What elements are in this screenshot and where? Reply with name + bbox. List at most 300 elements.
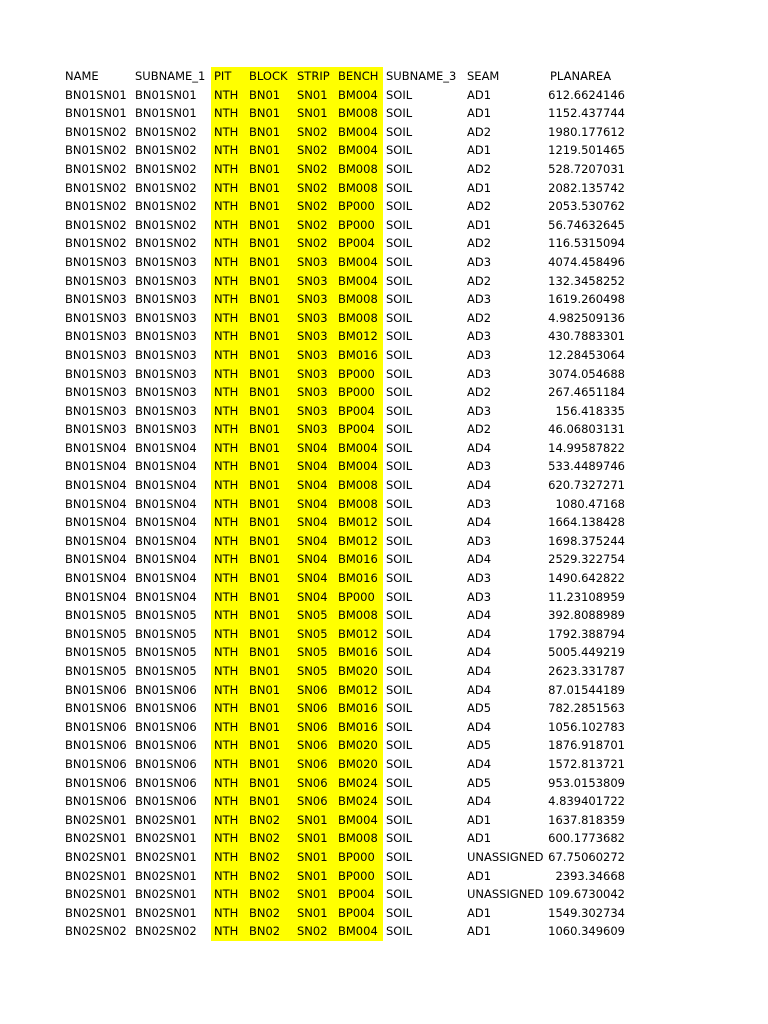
cell-planarea[interactable]: 4074.458496 <box>548 254 625 269</box>
cell-subname-3[interactable]: SOIL <box>386 310 413 325</box>
cell-pit[interactable]: NTH <box>211 272 246 291</box>
cell-strip[interactable]: SN06 <box>294 792 335 811</box>
cell-name[interactable]: BN01SN05 <box>65 664 127 678</box>
cell-planarea[interactable]: 953.0153809 <box>548 775 625 790</box>
cell-subname-1[interactable]: BN01SN06 <box>135 738 197 753</box>
cell-planarea[interactable]: 620.7327271 <box>548 478 625 493</box>
cell-pit[interactable]: NTH <box>211 625 246 644</box>
cell-name[interactable]: BN01SN06 <box>65 738 127 753</box>
cell-pit[interactable]: NTH <box>211 457 246 476</box>
column-header-name[interactable]: NAME <box>65 69 99 83</box>
column-header-bench[interactable]: BENCH <box>335 67 383 86</box>
cell-strip[interactable]: SN02 <box>294 197 335 216</box>
cell-pit[interactable]: NTH <box>211 402 246 421</box>
cell-seam[interactable]: AD3 <box>467 589 492 604</box>
column-header-strip[interactable]: STRIP <box>294 67 335 86</box>
column-header-block[interactable]: BLOCK <box>246 67 294 86</box>
cell-subname-3[interactable]: SOIL <box>386 385 413 400</box>
cell-block[interactable]: BN01 <box>246 792 294 811</box>
cell-planarea[interactable]: 1152.437744 <box>548 106 625 121</box>
cell-subname-1[interactable]: BN01SN05 <box>135 626 197 641</box>
cell-name[interactable]: BN01SN03 <box>65 310 127 325</box>
cell-pit[interactable]: NTH <box>211 885 246 904</box>
cell-planarea[interactable]: 612.6624146 <box>548 87 625 102</box>
cell-name[interactable]: BN01SN04 <box>65 478 127 493</box>
cell-subname-1[interactable]: BN01SN03 <box>135 254 197 269</box>
cell-block[interactable]: BN01 <box>246 718 294 737</box>
cell-pit[interactable]: NTH <box>211 606 246 625</box>
cell-subname-1[interactable]: BN02SN01 <box>135 812 197 827</box>
cell-name[interactable]: BN01SN05 <box>65 626 127 641</box>
cell-name[interactable]: BN01SN04 <box>65 571 127 586</box>
cell-subname-3[interactable]: SOIL <box>386 199 413 214</box>
cell-name[interactable]: BN01SN06 <box>65 794 127 809</box>
cell-pit[interactable]: NTH <box>211 848 246 867</box>
cell-strip[interactable]: SN02 <box>294 922 335 941</box>
cell-bench[interactable]: BM004 <box>335 922 383 941</box>
cell-block[interactable]: BN01 <box>246 550 294 569</box>
cell-strip[interactable]: SN01 <box>294 848 335 867</box>
cell-subname-3[interactable]: SOIL <box>386 552 413 567</box>
cell-subname-1[interactable]: BN01SN03 <box>135 422 197 437</box>
cell-strip[interactable]: SN01 <box>294 904 335 923</box>
cell-block[interactable]: BN01 <box>246 736 294 755</box>
cell-subname-3[interactable]: SOIL <box>386 254 413 269</box>
cell-planarea[interactable]: 1572.813721 <box>548 756 625 771</box>
cell-subname-3[interactable]: SOIL <box>386 645 413 660</box>
cell-pit[interactable]: NTH <box>211 718 246 737</box>
cell-planarea[interactable]: 1637.818359 <box>548 812 625 827</box>
cell-seam[interactable]: AD4 <box>467 682 492 697</box>
cell-pit[interactable]: NTH <box>211 550 246 569</box>
cell-block[interactable]: BN01 <box>246 774 294 793</box>
cell-block[interactable]: BN01 <box>246 588 294 607</box>
cell-bench[interactable]: BM008 <box>335 179 383 198</box>
cell-block[interactable]: BN02 <box>246 904 294 923</box>
cell-block[interactable]: BN01 <box>246 476 294 495</box>
cell-bench[interactable]: BM004 <box>335 439 383 458</box>
cell-seam[interactable]: AD4 <box>467 440 492 455</box>
cell-pit[interactable]: NTH <box>211 439 246 458</box>
cell-subname-1[interactable]: BN01SN04 <box>135 496 197 511</box>
cell-planarea[interactable]: 1619.260498 <box>548 292 625 307</box>
cell-name[interactable]: BN01SN02 <box>65 124 127 139</box>
cell-planarea[interactable]: 267.4651184 <box>548 385 625 400</box>
cell-subname-1[interactable]: BN01SN06 <box>135 794 197 809</box>
cell-bench[interactable]: BP000 <box>335 216 383 235</box>
cell-bench[interactable]: BP000 <box>335 588 383 607</box>
cell-name[interactable]: BN02SN01 <box>65 831 127 846</box>
cell-subname-3[interactable]: SOIL <box>386 794 413 809</box>
cell-bench[interactable]: BM008 <box>335 309 383 328</box>
cell-subname-3[interactable]: SOIL <box>386 608 413 623</box>
cell-seam[interactable]: AD1 <box>467 87 492 102</box>
cell-block[interactable]: BN01 <box>246 160 294 179</box>
cell-planarea[interactable]: 1060.349609 <box>548 924 625 939</box>
cell-pit[interactable]: NTH <box>211 643 246 662</box>
cell-bench[interactable]: BM016 <box>335 643 383 662</box>
cell-name[interactable]: BN01SN03 <box>65 422 127 437</box>
cell-subname-1[interactable]: BN01SN05 <box>135 608 197 623</box>
cell-planarea[interactable]: 4.839401722 <box>548 794 625 809</box>
cell-bench[interactable]: BM012 <box>335 532 383 551</box>
cell-strip[interactable]: SN02 <box>294 160 335 179</box>
cell-planarea[interactable]: 156.418335 <box>555 403 625 418</box>
cell-subname-1[interactable]: BN01SN06 <box>135 682 197 697</box>
cell-pit[interactable]: NTH <box>211 253 246 272</box>
cell-subname-3[interactable]: SOIL <box>386 589 413 604</box>
cell-strip[interactable]: SN02 <box>294 141 335 160</box>
cell-strip[interactable]: SN03 <box>294 346 335 365</box>
cell-planarea[interactable]: 1080.47168 <box>555 496 625 511</box>
cell-planarea[interactable]: 2623.331787 <box>548 664 625 678</box>
cell-bench[interactable]: BM012 <box>335 513 383 532</box>
cell-seam[interactable]: AD3 <box>467 329 492 344</box>
cell-name[interactable]: BN02SN01 <box>65 812 127 827</box>
cell-pit[interactable]: NTH <box>211 327 246 346</box>
cell-block[interactable]: BN01 <box>246 179 294 198</box>
cell-subname-3[interactable]: SOIL <box>386 347 413 362</box>
cell-seam[interactable]: AD4 <box>467 552 492 567</box>
cell-seam[interactable]: UNASSIGNED <box>467 887 544 902</box>
cell-seam[interactable]: AD2 <box>467 236 492 251</box>
cell-pit[interactable]: NTH <box>211 86 246 105</box>
cell-bench[interactable]: BM008 <box>335 160 383 179</box>
cell-block[interactable]: BN01 <box>246 699 294 718</box>
cell-pit[interactable]: NTH <box>211 922 246 941</box>
cell-strip[interactable]: SN02 <box>294 123 335 142</box>
column-header-planarea[interactable]: PLANAREA <box>550 69 612 83</box>
cell-name[interactable]: BN01SN02 <box>65 236 127 251</box>
cell-planarea[interactable]: 2053.530762 <box>548 199 625 214</box>
cell-subname-1[interactable]: BN01SN04 <box>135 571 197 586</box>
cell-pit[interactable]: NTH <box>211 123 246 142</box>
cell-planarea[interactable]: 67.75060272 <box>548 849 625 864</box>
cell-bench[interactable]: BM016 <box>335 346 383 365</box>
cell-bench[interactable]: BM004 <box>335 457 383 476</box>
cell-strip[interactable]: SN03 <box>294 327 335 346</box>
cell-subname-3[interactable]: SOIL <box>386 496 413 511</box>
cell-planarea[interactable]: 600.1773682 <box>548 831 625 846</box>
cell-pit[interactable]: NTH <box>211 569 246 588</box>
cell-block[interactable]: BN01 <box>246 420 294 439</box>
cell-seam[interactable]: AD5 <box>467 775 492 790</box>
cell-subname-3[interactable]: SOIL <box>386 143 413 158</box>
cell-subname-1[interactable]: BN01SN06 <box>135 701 197 716</box>
cell-subname-1[interactable]: BN02SN02 <box>135 924 197 939</box>
cell-name[interactable]: BN01SN06 <box>65 682 127 697</box>
cell-strip[interactable]: SN03 <box>294 365 335 384</box>
cell-subname-1[interactable]: BN01SN02 <box>135 180 197 195</box>
cell-subname-1[interactable]: BN01SN02 <box>135 236 197 251</box>
cell-block[interactable]: BN01 <box>246 290 294 309</box>
cell-bench[interactable]: BM016 <box>335 550 383 569</box>
cell-block[interactable]: BN01 <box>246 197 294 216</box>
cell-planarea[interactable]: 116.5315094 <box>548 236 625 251</box>
cell-pit[interactable]: NTH <box>211 141 246 160</box>
cell-pit[interactable]: NTH <box>211 104 246 123</box>
cell-seam[interactable]: AD3 <box>467 254 492 269</box>
cell-block[interactable]: BN01 <box>246 439 294 458</box>
cell-bench[interactable]: BP000 <box>335 365 383 384</box>
cell-subname-3[interactable]: SOIL <box>386 180 413 195</box>
cell-seam[interactable]: AD1 <box>467 106 492 121</box>
cell-strip[interactable]: SN01 <box>294 867 335 886</box>
cell-bench[interactable]: BP004 <box>335 234 383 253</box>
cell-seam[interactable]: AD3 <box>467 459 492 474</box>
cell-planarea[interactable]: 5005.449219 <box>548 645 625 660</box>
cell-seam[interactable]: AD3 <box>467 292 492 307</box>
cell-subname-3[interactable]: SOIL <box>386 756 413 771</box>
cell-strip[interactable]: SN03 <box>294 402 335 421</box>
cell-pit[interactable]: NTH <box>211 904 246 923</box>
cell-block[interactable]: BN01 <box>246 662 294 681</box>
cell-bench[interactable]: BM008 <box>335 829 383 848</box>
cell-subname-1[interactable]: BN01SN04 <box>135 515 197 530</box>
cell-planarea[interactable]: 1664.138428 <box>548 515 625 530</box>
cell-seam[interactable]: AD2 <box>467 273 492 288</box>
cell-planarea[interactable]: 392.8088989 <box>548 608 625 623</box>
cell-name[interactable]: BN01SN03 <box>65 254 127 269</box>
cell-subname-1[interactable]: BN01SN03 <box>135 292 197 307</box>
cell-planarea[interactable]: 87.01544189 <box>548 682 625 697</box>
cell-pit[interactable]: NTH <box>211 309 246 328</box>
cell-name[interactable]: BN01SN05 <box>65 608 127 623</box>
column-header-subname-1[interactable]: SUBNAME_1 <box>135 69 206 83</box>
cell-name[interactable]: BN01SN05 <box>65 645 127 660</box>
cell-strip[interactable]: SN06 <box>294 774 335 793</box>
cell-subname-1[interactable]: BN01SN04 <box>135 552 197 567</box>
cell-seam[interactable]: AD3 <box>467 403 492 418</box>
cell-strip[interactable]: SN04 <box>294 439 335 458</box>
cell-seam[interactable]: AD4 <box>467 608 492 623</box>
cell-seam[interactable]: UNASSIGNED <box>467 849 544 864</box>
cell-subname-3[interactable]: SOIL <box>386 403 413 418</box>
cell-pit[interactable]: NTH <box>211 290 246 309</box>
cell-strip[interactable]: SN04 <box>294 569 335 588</box>
cell-seam[interactable]: AD4 <box>467 515 492 530</box>
cell-planarea[interactable]: 11.23108959 <box>548 589 625 604</box>
cell-strip[interactable]: SN03 <box>294 309 335 328</box>
cell-strip[interactable]: SN02 <box>294 234 335 253</box>
cell-planarea[interactable]: 56.74632645 <box>548 217 625 232</box>
cell-bench[interactable]: BM016 <box>335 718 383 737</box>
cell-subname-3[interactable]: SOIL <box>386 106 413 121</box>
cell-planarea[interactable]: 1876.918701 <box>548 738 625 753</box>
cell-planarea[interactable]: 12.28453064 <box>548 347 625 362</box>
cell-strip[interactable]: SN03 <box>294 420 335 439</box>
cell-subname-1[interactable]: BN01SN04 <box>135 478 197 493</box>
cell-name[interactable]: BN01SN01 <box>65 106 127 121</box>
cell-subname-3[interactable]: SOIL <box>386 478 413 493</box>
cell-subname-3[interactable]: SOIL <box>386 161 413 176</box>
cell-planarea[interactable]: 782.2851563 <box>548 701 625 716</box>
cell-subname-3[interactable]: SOIL <box>386 366 413 381</box>
cell-name[interactable]: BN02SN01 <box>65 887 127 902</box>
cell-name[interactable]: BN01SN04 <box>65 589 127 604</box>
cell-pit[interactable]: NTH <box>211 197 246 216</box>
cell-subname-3[interactable]: SOIL <box>386 831 413 846</box>
cell-name[interactable]: BN01SN03 <box>65 347 127 362</box>
cell-subname-1[interactable]: BN01SN02 <box>135 124 197 139</box>
cell-block[interactable]: BN01 <box>246 569 294 588</box>
cell-subname-1[interactable]: BN02SN01 <box>135 905 197 920</box>
cell-seam[interactable]: AD1 <box>467 831 492 846</box>
cell-block[interactable]: BN01 <box>246 346 294 365</box>
cell-pit[interactable]: NTH <box>211 588 246 607</box>
cell-pit[interactable]: NTH <box>211 755 246 774</box>
cell-seam[interactable]: AD1 <box>467 924 492 939</box>
cell-subname-1[interactable]: BN01SN06 <box>135 756 197 771</box>
cell-seam[interactable]: AD2 <box>467 199 492 214</box>
cell-bench[interactable]: BP000 <box>335 867 383 886</box>
cell-planarea[interactable]: 1980.177612 <box>548 124 625 139</box>
cell-subname-1[interactable]: BN01SN06 <box>135 775 197 790</box>
cell-block[interactable]: BN01 <box>246 606 294 625</box>
cell-strip[interactable]: SN04 <box>294 550 335 569</box>
cell-subname-1[interactable]: BN02SN01 <box>135 831 197 846</box>
cell-strip[interactable]: SN04 <box>294 495 335 514</box>
cell-seam[interactable]: AD4 <box>467 645 492 660</box>
cell-bench[interactable]: BM012 <box>335 327 383 346</box>
cell-pit[interactable]: NTH <box>211 532 246 551</box>
cell-subname-3[interactable]: SOIL <box>386 273 413 288</box>
cell-block[interactable]: BN01 <box>246 104 294 123</box>
cell-subname-3[interactable]: SOIL <box>386 87 413 102</box>
cell-bench[interactable]: BP004 <box>335 402 383 421</box>
cell-name[interactable]: BN01SN04 <box>65 533 127 548</box>
cell-name[interactable]: BN01SN06 <box>65 701 127 716</box>
cell-pit[interactable]: NTH <box>211 383 246 402</box>
cell-seam[interactable]: AD1 <box>467 905 492 920</box>
cell-planarea[interactable]: 1490.642822 <box>548 571 625 586</box>
cell-planarea[interactable]: 109.6730042 <box>548 887 625 902</box>
cell-pit[interactable]: NTH <box>211 495 246 514</box>
cell-strip[interactable]: SN04 <box>294 513 335 532</box>
cell-subname-3[interactable]: SOIL <box>386 217 413 232</box>
cell-subname-1[interactable]: BN01SN03 <box>135 403 197 418</box>
cell-block[interactable]: BN01 <box>246 681 294 700</box>
cell-seam[interactable]: AD4 <box>467 478 492 493</box>
cell-bench[interactable]: BP004 <box>335 885 383 904</box>
cell-bench[interactable]: BM004 <box>335 123 383 142</box>
cell-strip[interactable]: SN05 <box>294 625 335 644</box>
cell-block[interactable]: BN01 <box>246 495 294 514</box>
cell-bench[interactable]: BM012 <box>335 681 383 700</box>
cell-bench[interactable]: BP000 <box>335 197 383 216</box>
cell-name[interactable]: BN01SN03 <box>65 403 127 418</box>
cell-planarea[interactable]: 2529.322754 <box>548 552 625 567</box>
cell-pit[interactable]: NTH <box>211 811 246 830</box>
column-header-subname-3[interactable]: SUBNAME_3 <box>386 69 457 83</box>
column-header-pit[interactable]: PIT <box>211 67 246 86</box>
cell-pit[interactable]: NTH <box>211 476 246 495</box>
cell-subname-1[interactable]: BN01SN02 <box>135 199 197 214</box>
cell-bench[interactable]: BM008 <box>335 495 383 514</box>
cell-block[interactable]: BN02 <box>246 885 294 904</box>
cell-block[interactable]: BN01 <box>246 123 294 142</box>
cell-subname-1[interactable]: BN01SN03 <box>135 385 197 400</box>
cell-subname-1[interactable]: BN01SN05 <box>135 645 197 660</box>
cell-name[interactable]: BN01SN06 <box>65 775 127 790</box>
cell-subname-1[interactable]: BN01SN04 <box>135 533 197 548</box>
cell-name[interactable]: BN01SN06 <box>65 756 127 771</box>
cell-bench[interactable]: BP000 <box>335 383 383 402</box>
cell-strip[interactable]: SN02 <box>294 216 335 235</box>
cell-name[interactable]: BN01SN03 <box>65 273 127 288</box>
cell-planarea[interactable]: 533.4489746 <box>548 459 625 474</box>
cell-strip[interactable]: SN04 <box>294 476 335 495</box>
cell-seam[interactable]: AD1 <box>467 868 492 883</box>
cell-bench[interactable]: BM004 <box>335 141 383 160</box>
cell-subname-3[interactable]: SOIL <box>386 701 413 716</box>
cell-planarea[interactable]: 528.7207031 <box>548 161 625 176</box>
cell-block[interactable]: BN01 <box>246 365 294 384</box>
cell-block[interactable]: BN01 <box>246 402 294 421</box>
cell-seam[interactable]: AD3 <box>467 496 492 511</box>
cell-strip[interactable]: SN04 <box>294 532 335 551</box>
cell-pit[interactable]: NTH <box>211 699 246 718</box>
cell-seam[interactable]: AD2 <box>467 310 492 325</box>
cell-seam[interactable]: AD4 <box>467 756 492 771</box>
cell-planarea[interactable]: 2393.34668 <box>555 868 625 883</box>
cell-pit[interactable]: NTH <box>211 829 246 848</box>
cell-seam[interactable]: AD1 <box>467 217 492 232</box>
cell-seam[interactable]: AD4 <box>467 626 492 641</box>
cell-seam[interactable]: AD1 <box>467 180 492 195</box>
cell-planarea[interactable]: 1792.388794 <box>548 626 625 641</box>
cell-planarea[interactable]: 132.3458252 <box>548 273 625 288</box>
cell-subname-3[interactable]: SOIL <box>386 924 413 939</box>
cell-block[interactable]: BN02 <box>246 922 294 941</box>
cell-bench[interactable]: BM020 <box>335 662 383 681</box>
cell-planarea[interactable]: 1219.501465 <box>548 143 625 158</box>
cell-block[interactable]: BN02 <box>246 811 294 830</box>
cell-subname-1[interactable]: BN01SN01 <box>135 106 197 121</box>
cell-block[interactable]: BN01 <box>246 383 294 402</box>
cell-seam[interactable]: AD4 <box>467 664 492 678</box>
cell-strip[interactable]: SN05 <box>294 662 335 681</box>
cell-seam[interactable]: AD5 <box>467 738 492 753</box>
cell-subname-3[interactable]: SOIL <box>386 124 413 139</box>
cell-bench[interactable]: BP000 <box>335 848 383 867</box>
cell-block[interactable]: BN01 <box>246 272 294 291</box>
cell-strip[interactable]: SN06 <box>294 681 335 700</box>
cell-pit[interactable]: NTH <box>211 420 246 439</box>
cell-subname-3[interactable]: SOIL <box>386 775 413 790</box>
cell-subname-3[interactable]: SOIL <box>386 515 413 530</box>
cell-bench[interactable]: BM024 <box>335 774 383 793</box>
cell-name[interactable]: BN01SN03 <box>65 366 127 381</box>
cell-pit[interactable]: NTH <box>211 179 246 198</box>
cell-block[interactable]: BN01 <box>246 457 294 476</box>
cell-subname-3[interactable]: SOIL <box>386 887 413 902</box>
cell-subname-1[interactable]: BN01SN03 <box>135 273 197 288</box>
cell-block[interactable]: BN01 <box>246 513 294 532</box>
cell-block[interactable]: BN01 <box>246 327 294 346</box>
cell-strip[interactable]: SN06 <box>294 718 335 737</box>
cell-planarea[interactable]: 3074.054688 <box>548 366 625 381</box>
cell-seam[interactable]: AD3 <box>467 533 492 548</box>
cell-pit[interactable]: NTH <box>211 160 246 179</box>
cell-subname-3[interactable]: SOIL <box>386 422 413 437</box>
cell-pit[interactable]: NTH <box>211 662 246 681</box>
cell-planarea[interactable]: 1698.375244 <box>548 533 625 548</box>
cell-name[interactable]: BN01SN03 <box>65 292 127 307</box>
cell-strip[interactable]: SN03 <box>294 253 335 272</box>
cell-strip[interactable]: SN03 <box>294 290 335 309</box>
cell-bench[interactable]: BM008 <box>335 104 383 123</box>
